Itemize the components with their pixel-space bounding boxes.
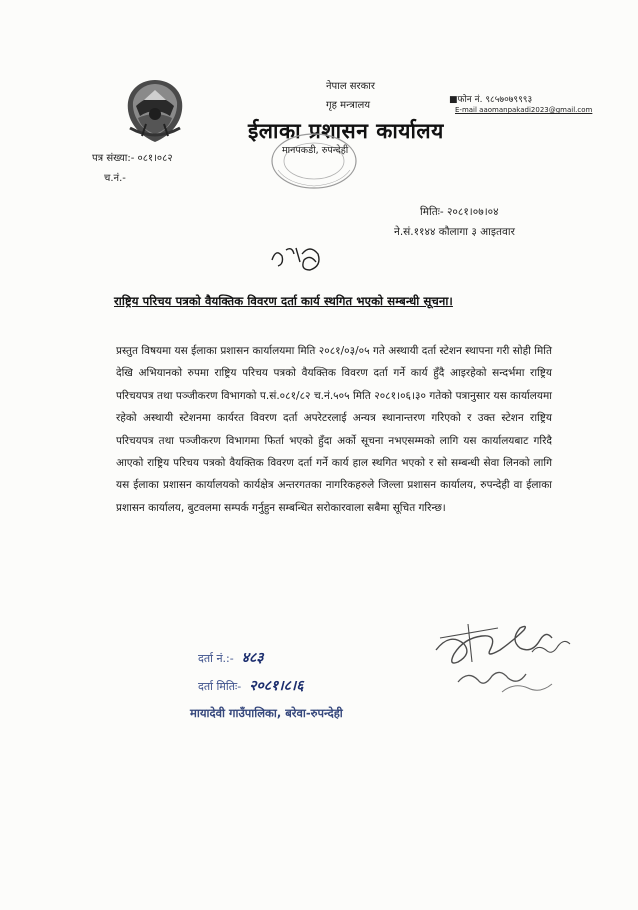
notice-body: प्रस्तुत विषयमा यस ईलाका प्रशासन कार्यालयमा मिति २०८१/०३/०५ गते अस्थायी दर्ता स्टेशन स्थापना गरी सोही मिति देखि अभियानको रुपमा राष्ट्रिय परिचय पत्रको वैयक्तिक विवरण दर्ता गर्ने कार्य हुँदै आइरहेको सन्दर्भमा राष्ट्रिय परिचयपत्र तथा पञ्जीकरण विभागको प.सं.०८१/८२ च.नं.५०५ मिति २०८१।०६।३० गतेको पत्रानुसार यस कार्यालयमा रहेको अस्थायी स्टेशनमा कार्यरत विवरण दर्ता अपरेटरलाई अन्यत्र स्थानान्तरण गरिएको र उक्त स्टेशन राष्ट्रिय परिचयपत्र तथा पञ्जीकरण विभागमा फिर्ता भएको हुँदा अर्को सूचना नभएसम्मको लागि यस कार्यालयबाट गरिदै आएको राष्ट्रिय परिचय पत्रको वैयक्तिक विवरण दर्ता गर्ने कार्य हाल स्थगित भएको र सो सम्बन्धी सेवा लिनको लागि यस ईलाका प्रशासन कार्यालयको कार्यक्षेत्र अन्तरगतका नागरिकहरुले जिल्ला प्रशासन कार्यालय, रुपन्देही वा ईलाका प्रशासन कार्यालय, बुटवलमा सम्पर्क गर्नुहुन सम्बन्धित सरोकारवाला सबैमा सूचित गरिन्छ।	[116, 345, 552, 514]
office-round-stamp	[268, 130, 360, 192]
email-address: E-mail aaomanpakadi2023@gmail.com	[455, 106, 593, 114]
registration-date-row	[198, 676, 304, 695]
letter-number: पत्र संख्या:- ०८१।०८२	[92, 153, 173, 164]
registration-number-row	[198, 648, 264, 667]
registration-date-value: २०८१।८।६	[249, 678, 304, 694]
letter-date: मितिः- २०८१।०७।०४	[420, 206, 499, 218]
phone-number: ■फोन नं. ९८५७०७९९९३	[449, 95, 533, 105]
handwritten-mark	[266, 240, 328, 274]
dispatch-number: च.नं.-	[104, 173, 126, 184]
government-name: नेपाल सरकार	[326, 81, 375, 92]
registration-number-value: ४८३	[241, 650, 264, 666]
signature	[428, 610, 578, 705]
office-address: मानपकडी, रुपन्देही	[282, 145, 349, 156]
registration-date-label: दर्ता मितिः-	[198, 680, 242, 693]
nepal-samvat-date: ने.सं.११४४ कौलागा ३ आइतवार	[394, 226, 515, 238]
nepal-emblem-icon	[120, 76, 190, 146]
registration-municipality: मायादेवी गाउँपालिका, बरेवा-रुपन्देही	[190, 706, 343, 720]
ministry-name: गृह मन्त्रालय	[326, 100, 371, 111]
notice-subject: राष्ट्रिय परिचय पत्रको वैयक्तिक विवरण दर्ता कार्य स्थगित भएको सम्बन्धी सूचना।	[114, 294, 453, 308]
registration-number-label: दर्ता नं.:-	[198, 652, 234, 665]
office-title: ईलाका प्रशासन कार्यालय	[248, 119, 444, 143]
